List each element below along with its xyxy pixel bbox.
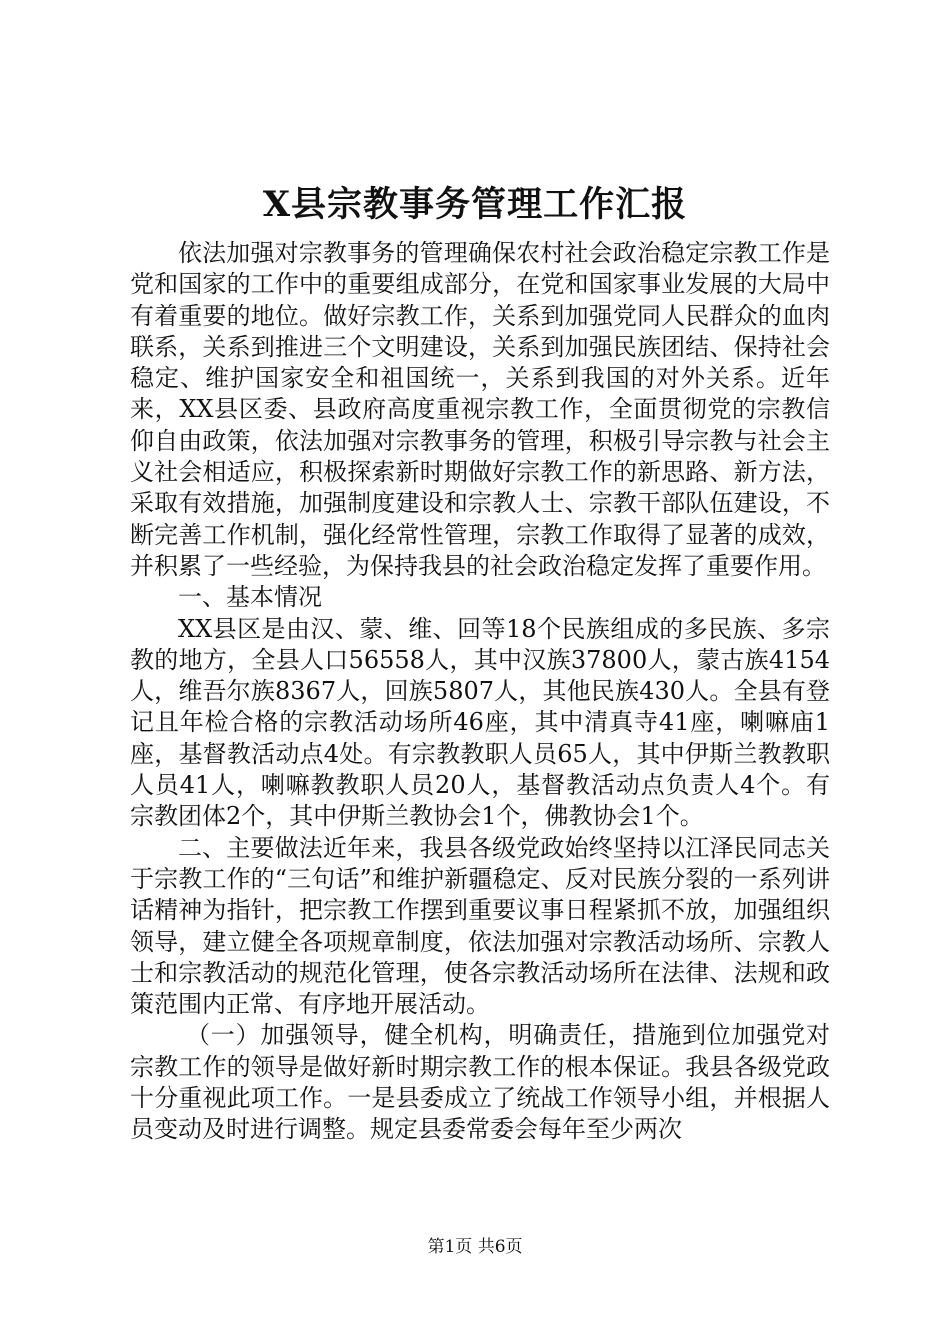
paragraph-intro: 依法加强对宗教事务的管理确保农村社会政治稳定宗教工作是党和国家的工作中的重要组成部分，在党和国家事业发展的大局中有着重要的地位。做好宗教工作，关系到加强党同人民群众的血肉联系，关系到推进三个文明建设，关系到加强民族团结、保持社会稳定、维护国家安全和祖国统一，关系到我国的对外关系。近年来，XX县区委、县政府高度重视宗教工作，全面贯彻党的宗教信仰自由政策，依法加强对宗教事务的管理，积极引导宗教与社会主义社会相适应，积极探索新时期做好宗教工作的新思路、新方法，采取有效措施，加强制度建设和宗教人士、宗教干部队伍建设，不断完善工作机制，强化经常性管理，宗教工作取得了显著的成效，并积累了一些经验，为保持我县的社会政治稳定发挥了重要作用。 [130, 239, 830, 580]
heading-basic-situation: 一、基本情况 [178, 583, 322, 612]
page-number-footer: 第1页 共6页 [427, 1237, 523, 1257]
paragraph-basic-situation: XX县区是由汉、蒙、维、回等18个民族组成的多民族、多宗教的地方，全县人口56558人，其中汉族37800人，蒙古族4154人，维吾尔族8367人，回族5807人，其他民族430人。全县有登记且年检合格的宗教活动场所46座，其中清真寺41座，喇嘛庙1座，基督教活动点4处。有宗教教职人员65人，其中伊斯兰教教职人员41人，喇嘛教教职人员20人，基督教活动点负责人4个。有宗教团体2个，其中伊斯兰教协会1个，佛教协会1个。 [130, 614, 830, 831]
document-body [130, 238, 830, 1146]
paragraph-main-practices: 二、主要做法近年来，我县各级党政始终坚持以江泽民同志关于宗教工作的“三句话”和维护新疆稳定、反对民族分裂的一系列讲话精神为指针，把宗教工作摆到重要议事日程紧抓不放，加强组织领导，建立健全各项规章制度，依法加强对宗教活动场所、宗教人士和宗教活动的规范化管理，使各宗教活动场所在法律、法规和政策范围内正常、有序地开展活动。 [130, 833, 830, 1019]
page-title: X县宗教事务管理工作汇报 [262, 184, 688, 225]
paragraph-leadership: （一）加强领导，健全机构，明确责任，措施到位加强党对宗教工作的领导是做好新时期宗教工作的根本保证。我县各级党政十分重视此项工作。一是县委成立了统战工作领导小组，并根据人员变动及时进行调整。规定县委常委会每年至少两次 [130, 1021, 830, 1144]
